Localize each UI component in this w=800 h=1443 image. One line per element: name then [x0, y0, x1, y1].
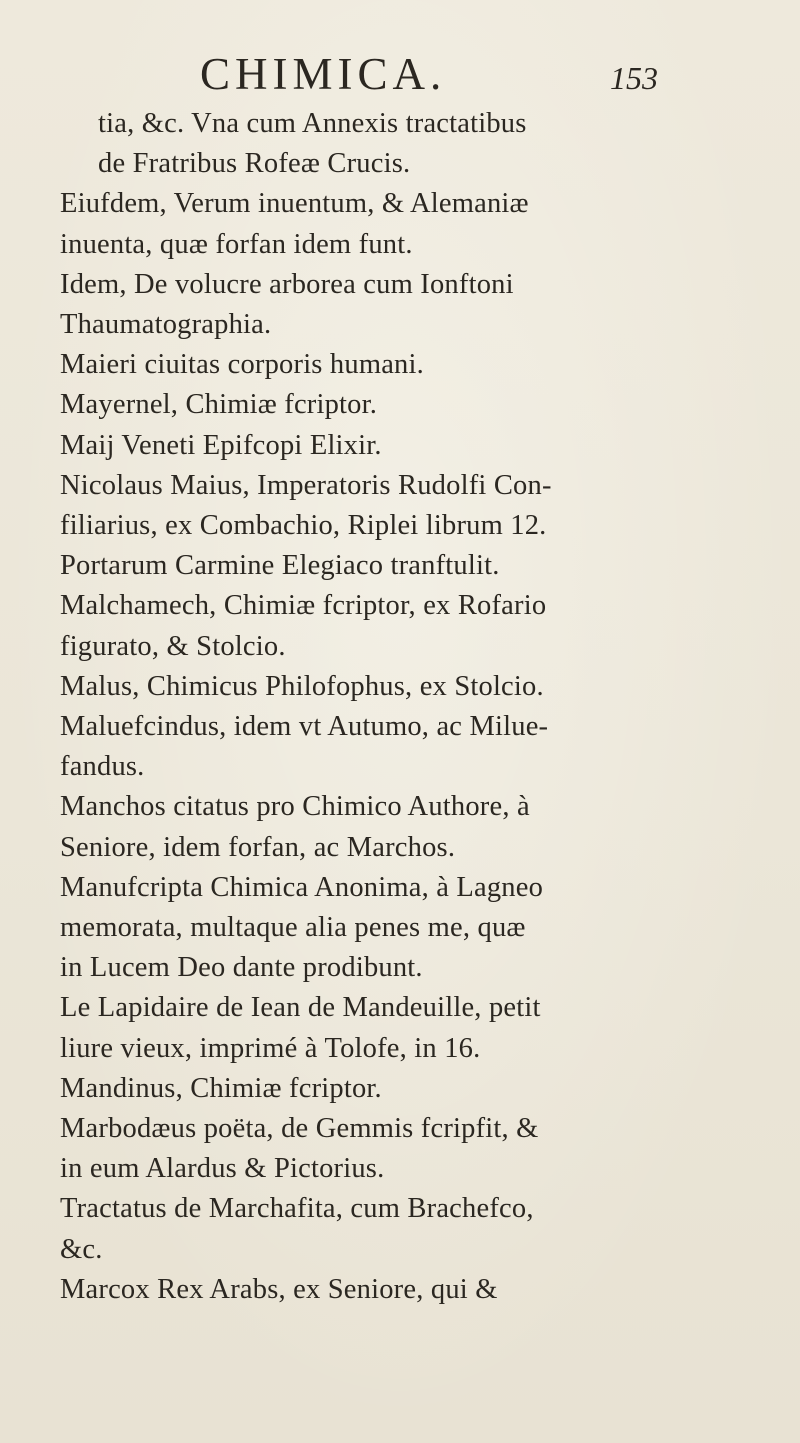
catalogue-entries	[60, 104, 750, 1310]
entry-line: in Lucem Deo dante prodibunt.	[60, 952, 423, 984]
catalogue-entry	[60, 1069, 750, 1109]
running-title: CHIMICA.	[200, 49, 447, 99]
entry-line: Maij Veneti Epifcopi Elixir.	[60, 429, 382, 461]
catalogue-entry	[60, 667, 750, 707]
catalogue-entry	[60, 104, 750, 184]
catalogue-entry	[60, 1189, 750, 1269]
catalogue-entry	[60, 1109, 750, 1189]
entry-line: Maluefcindus, idem vt Autumo, ac Milue-	[60, 711, 549, 743]
entry-line: Nicolaus Maius, Imperatoris Rudolfi Con-	[60, 469, 552, 501]
catalogue-entry	[60, 466, 750, 587]
entry-line: Thaumatographia.	[60, 309, 272, 341]
entry-line: in eum Alardus & Pictorius.	[60, 1153, 385, 1185]
entry-line: Le Lapidaire de Iean de Mandeuille, petit	[60, 992, 541, 1024]
catalogue-entry	[60, 385, 750, 425]
entry-line: memorata, multaque alia penes me, quæ	[60, 912, 526, 944]
entry-line: Manchos citatus pro Chimico Authore, à	[60, 791, 530, 823]
entry-line: Marbodæus poëta, de Gemmis fcripfit, &	[60, 1113, 539, 1145]
catalogue-entry	[60, 988, 750, 1068]
catalogue-entry	[60, 1270, 750, 1310]
page-header	[0, 44, 800, 104]
entry-line: Manufcripta Chimica Anonima, à Lagneo	[60, 871, 544, 903]
entry-line: de Fratribus Rofeæ Crucis.	[98, 148, 411, 180]
entry-line: Eiufdem, Verum inuentum, & Alemaniæ	[60, 188, 529, 220]
entry-line: Malchamech, Chimiæ fcriptor, ex Rofario	[60, 590, 547, 622]
entry-line: Portarum Carmine Elegiaco tranftulit.	[60, 550, 500, 582]
catalogue-entry	[60, 265, 750, 345]
catalogue-entry	[60, 426, 750, 466]
entry-line: tia, &c. Vna cum Annexis tractatibus	[98, 108, 527, 139]
page-number: 153	[610, 60, 658, 96]
entry-line: liure vieux, imprimé à Tolofe, in 16.	[60, 1032, 481, 1064]
catalogue-entry	[60, 868, 750, 989]
entry-line: figurato, & Stolcio.	[60, 630, 286, 662]
entry-line: Marcox Rex Arabs, ex Seniore, qui &	[60, 1273, 498, 1305]
entry-line: &c.	[60, 1233, 103, 1265]
entry-line: Seniore, idem forfan, ac Marchos.	[60, 831, 456, 863]
entry-line: Mandinus, Chimiæ fcriptor.	[60, 1072, 382, 1104]
catalogue-entry	[60, 707, 750, 787]
entry-line: Idem, De volucre arborea cum Ionftoni	[60, 268, 514, 300]
entry-line: Tractatus de Marchafita, cum Brachefco,	[60, 1193, 534, 1225]
catalogue-entry	[60, 787, 750, 867]
entry-line: inuenta, quæ forfan idem funt.	[60, 228, 413, 260]
entry-line: filiarius, ex Combachio, Riplei librum 12.	[60, 510, 547, 542]
entry-line: Maieri ciuitas corporis humani.	[60, 349, 424, 381]
catalogue-entry	[60, 586, 750, 666]
entry-line: fandus.	[60, 751, 145, 783]
entry-line: Mayernel, Chimiæ fcriptor.	[60, 389, 378, 421]
entry-line: Malus, Chimicus Philofophus, ex Stolcio.	[60, 670, 544, 702]
catalogue-entry	[60, 184, 750, 264]
catalogue-entry	[60, 345, 750, 385]
